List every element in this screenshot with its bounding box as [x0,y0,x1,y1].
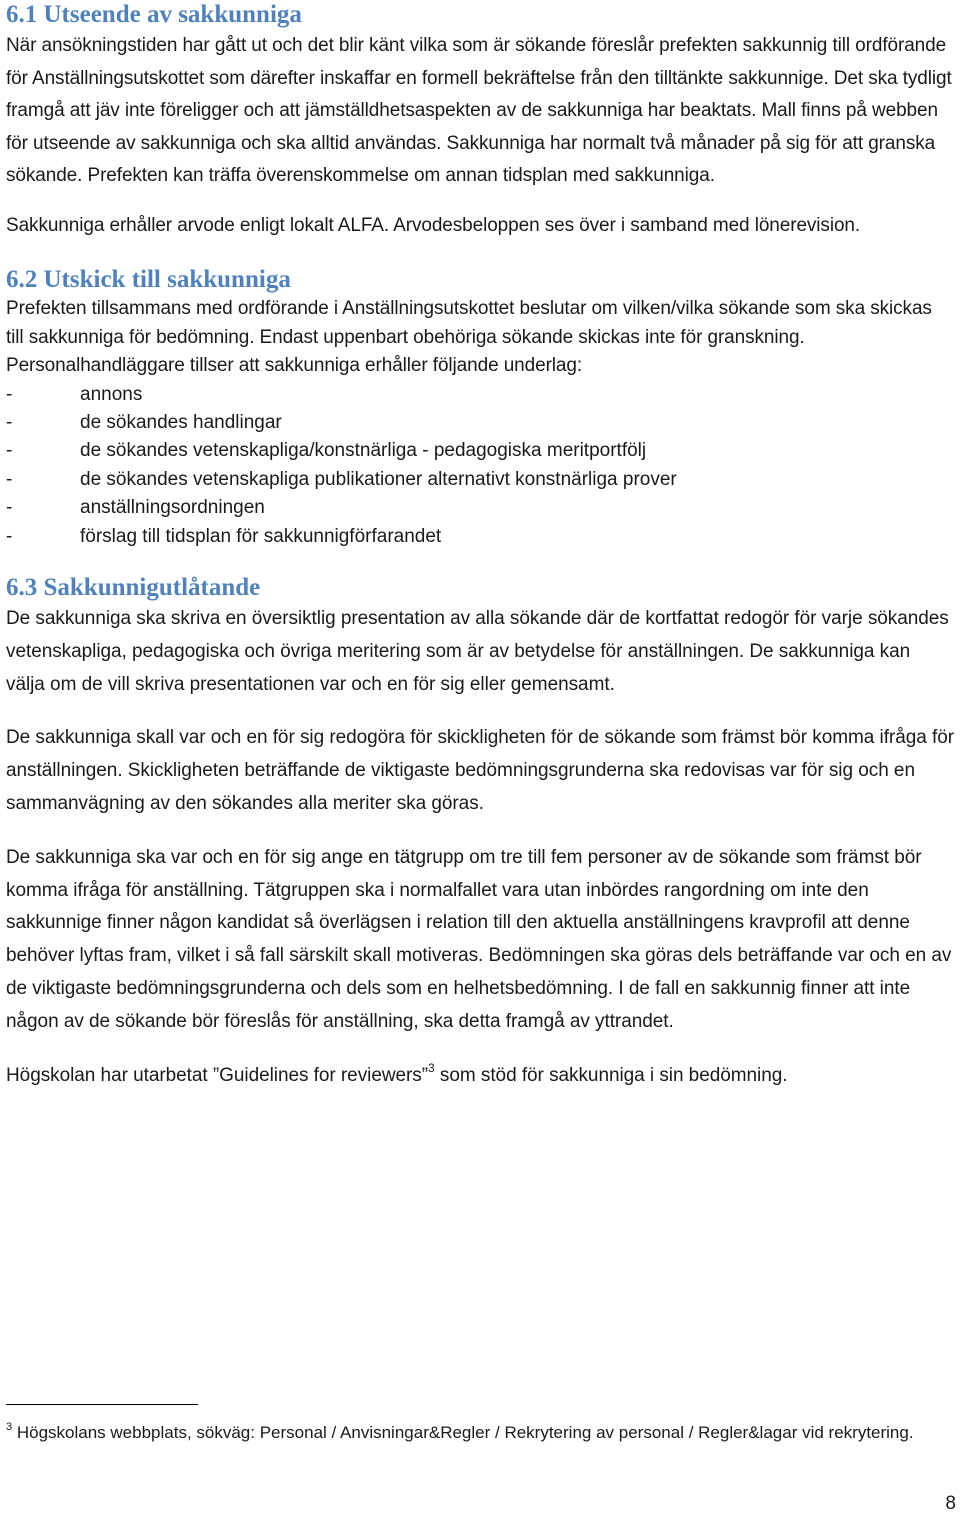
list-dash: - [6,497,13,519]
paragraph-6-1-a: När ansökningstiden har gått ut och det blir känt vilka som är sökande föreslår prefekten sakkunnig till ordförande för Anställningsutskottet som därefter inskaffar en formell bekräftelse från den tilltänkte sakkunnige. Det ska tydligt framgå att jäv inte föreligger och att jämställdhetsaspekten av de sakkunniga har beaktats. Mall finns på webben för utseende av sakkunniga och ska alltid användas. Sakkunniga har normalt två månader på sig för att granska sökande. Prefekten kan träffa överenskommelse om annan tidsplan med sakkunniga. [6,35,952,186]
paragraph-6-3-d [6,1060,954,1093]
paragraph-6-3-a: De sakkunniga ska skriva en översiktlig presentation av alla sökande där de kortfattat redogör för varje sökandes vetenskapliga, pedagogiska och övriga meritering som är av betydelse för anställningen. De sakkunniga kan välja om de vill skriva presentationen var och en för sig eller gemensamt. [6,607,949,695]
list-item-text: de sökandes vetenskapliga/konstnärliga - pedagogiska meritportfölj [80,440,647,462]
list-item [6,494,954,522]
section-heading-6-3: 6.3 Sakkunnigutlåtande [6,573,261,601]
list-dash: - [6,440,13,462]
paragraph-6-2-b: Personalhandläggare tillser att sakkunniga erhåller följande underlag: [6,355,583,376]
list-item-text: de sökandes vetenskapliga publikationer alternativt konstnärliga prover [80,468,677,490]
list-dash: - [6,411,13,433]
paragraph-6-2-a: Prefekten tillsammans med ordförande i Anställningsutskottet beslutar om vilken/vilka sökande som ska skickas till sakkunniga för bedömning. Endast uppenbart obehöriga sökande skickas inte för granskning. [6,298,932,348]
list-item [6,409,954,437]
list-item-text: annons [80,383,143,405]
reviewers-text: Högskolan har utarbetat ”Guidelines for reviewers” [6,1064,429,1086]
list-item [6,466,954,494]
list-item [6,381,954,409]
material-list [6,381,954,551]
paragraph-6-1-b: Sakkunniga erhåller arvode enligt lokalt ALFA. Arvodesbeloppen ses över i samband med lönerevision. [6,214,861,236]
document-page [6,0,954,1092]
section-heading-6-2: 6.2 Utskick till sakkunniga [6,266,291,293]
paragraph-6-3-c: De sakkunniga ska var och en för sig ange en tätgrupp om tre till fem personer av de sökande som främst bör komma ifråga för anställning. Tätgruppen ska i normalfallet vara utan inbördes rangordning om inte den sakkunnige finner någon kandidat så överlägsen i relation till den aktuella anställningens kravprofil att denne behöver lyftas fram, vilket i så fall särskilt skall motiveras. Bedömningen ska göras dels beträffande var och en av de viktigaste bedömningsgrunderna och dels som en helhetsbedömning. I de fall en sakkunnig finner att inte någon av de sökande bör föreslås för anställning, ska detta framgå av yttrandet. [6,846,952,1032]
list-item [6,437,954,465]
list-item [6,523,954,551]
footnote-marker: 3 [6,1421,13,1433]
list-item-text: de sökandes handlingar [80,411,282,433]
footnote-separator [6,1404,198,1405]
section-heading-6-1: 6.1 Utseende av sakkunniga [6,1,302,28]
list-item-text: förslag till tidsplan för sakkunnigförfarandet [80,525,442,547]
list-dash: - [6,468,13,490]
reviewers-text-end: som stöd för sakkunniga i sin bedömning. [434,1064,788,1086]
paragraph-6-3-b: De sakkunniga skall var och en för sig redogöra för skickligheten för de sökande som främst bör komma ifråga för anställningen. Skickligheten beträffande de viktigaste bedömningsgrunderna ska redovisas var för sig och en sammanvägning av den sökandes alla meriter ska göras. [6,727,955,814]
footnote [6,1420,946,1446]
list-dash: - [6,525,13,547]
footnote-reference[interactable]: 3 [428,1060,435,1075]
footnote-text: Högskolans webbplats, sökväg: Personal / Anvisningar&Regler / Rekrytering av personal / Regler&lagar vid rekrytering. [12,1423,914,1442]
list-item-text: anställningsordningen [80,497,265,519]
list-dash: - [6,383,13,405]
page-number: 8 [945,1493,956,1514]
